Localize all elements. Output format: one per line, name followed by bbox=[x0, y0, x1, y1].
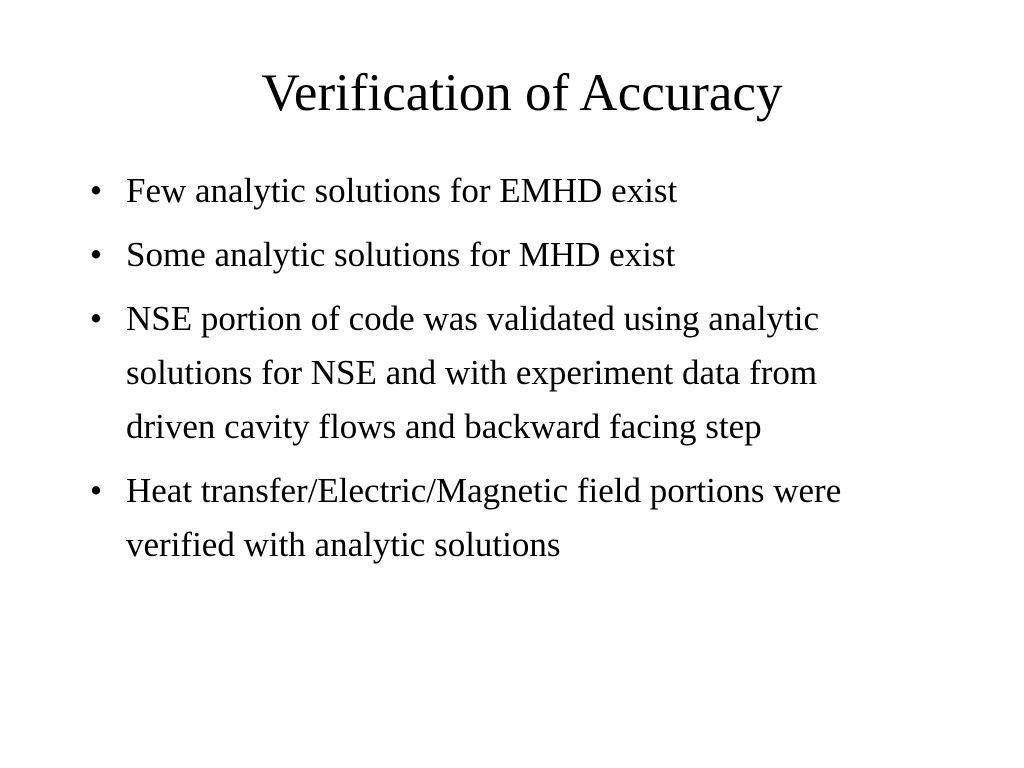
bullet-item bbox=[86, 464, 906, 572]
bullet-dot-icon: • bbox=[89, 235, 103, 274]
bullet-dot-icon: • bbox=[89, 471, 103, 510]
bullet-text-mhd: Some analytic solutions for MHD exist bbox=[126, 235, 676, 274]
bullet-item bbox=[86, 228, 906, 282]
bullet-item bbox=[86, 292, 906, 454]
slide-title: Verification of Accuracy bbox=[261, 64, 783, 122]
bullet-dot-icon: • bbox=[89, 299, 103, 338]
bullet-item bbox=[86, 164, 906, 218]
bullet-text-emhd: Few analytic solutions for EMHD exist bbox=[126, 171, 678, 210]
bullet-list bbox=[86, 164, 906, 582]
bullet-dot-icon: • bbox=[89, 171, 103, 210]
bullet-text-nse: NSE portion of code was validated using analytic solutions for NSE and with experiment data from driven cavity flows and backward facing step bbox=[126, 299, 820, 446]
bullet-text-heat-transfer: Heat transfer/Electric/Magnetic field portions were verified with analytic solutions bbox=[126, 471, 842, 564]
